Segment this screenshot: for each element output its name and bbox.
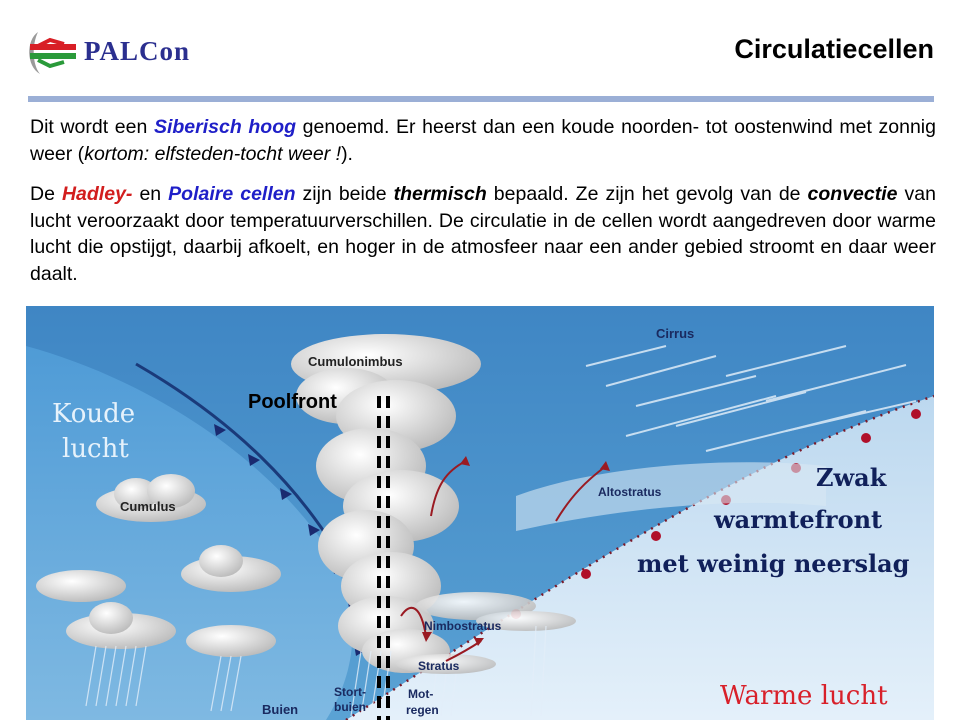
label-warmtefront-2: warmtefront [714, 505, 883, 534]
label-warmtefront-1: Zwak [816, 463, 887, 492]
label-stratus: Stratus [418, 659, 460, 673]
label-koude-lucht-1: Koude [52, 399, 136, 429]
logo-text: PALCon [84, 36, 191, 66]
label-warme-lucht: Warme lucht [720, 681, 888, 711]
label-warmtefront-3: met weinig neerslag [637, 549, 910, 578]
label-altostratus: Altostratus [598, 485, 662, 499]
label-cirrus: Cirrus [656, 326, 695, 341]
label-motregen-2: regen [406, 703, 439, 717]
label-buien: Buien [262, 702, 299, 717]
label-stortbuien-2: buien [334, 700, 366, 714]
term-kortom: kortom: elfsteden-tocht weer ! [84, 142, 342, 165]
term-thermisch: thermisch [393, 183, 487, 205]
label-cumulonimbus: Cumulonimbus [308, 354, 403, 369]
title-divider [28, 96, 934, 102]
term-siberisch-hoog: Siberisch hoog [153, 116, 297, 138]
label-motregen-1: Mot- [408, 687, 434, 701]
term-convectie: convectie [807, 183, 898, 205]
label-cumulus: Cumulus [120, 499, 176, 514]
label-stortbuien-1: Stort- [334, 685, 366, 699]
paragraph-circulatie: De Hadley- en Polaire cellen zijn beide thermisch bepaald. Ze zijn het gevolg van de convectie van lucht veroorzaakt door temperatuurverschillen. De circulatie in de cellen wordt aangedreven door warme lucht die opstijgt, daarbij afkoelt, en hoger in de atmosfeer naar een ander gebied stroomt en daar weer daalt. [30, 183, 936, 285]
paragraph-siberisch-hoog: Dit wordt een Siberisch hoog genoemd. Er heerst dan een koude noorden- tot oostenwind met zonnig weer (kortom: elfsteden-tocht weer !). [30, 116, 936, 165]
label-poolfront: Poolfront [248, 391, 337, 413]
term-polaire-cellen: Polaire cellen [168, 183, 296, 205]
weather-front-diagram [26, 306, 934, 720]
label-nimbostratus: Nimbostratus [424, 619, 502, 633]
label-koude-lucht-2: lucht [62, 434, 129, 464]
term-hadley: Hadley- [61, 183, 133, 205]
page-title: Circulatiecellen [734, 34, 934, 64]
